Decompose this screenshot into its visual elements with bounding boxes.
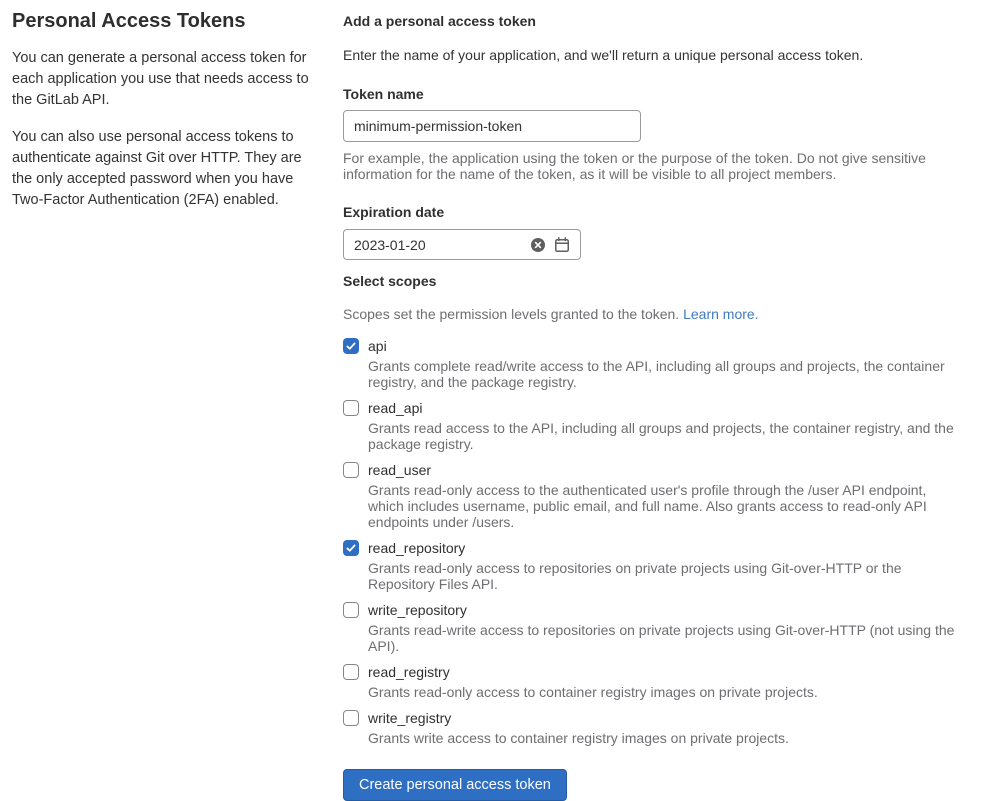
scope-description: Grants read-only access to the authenticated user's profile through the /user API endpoint, which includes username, public email, and full name. Also grants access to read-only API endpoints under /users.: [368, 482, 927, 530]
scopes-list: [343, 336, 963, 746]
scope-description: Grants read-only access to container registry images on private projects.: [368, 684, 818, 700]
expiration-date-input[interactable]: [354, 237, 522, 253]
token-name-help: For example, the application using the token or the purpose of the token. Do not give sensitive information for the name of the token, as it will be visible to all project members.: [343, 150, 926, 182]
scope-row: [343, 398, 963, 452]
scope-text: [368, 398, 956, 452]
scope-description: Grants read-only access to repositories on private projects using Git-over-HTTP or the Repository Files API.: [368, 560, 902, 592]
scope-row: [343, 460, 963, 530]
scope-checkbox[interactable]: [343, 710, 359, 726]
scope-row: [343, 600, 963, 654]
scope-checkbox[interactable]: [343, 602, 359, 618]
scope-label[interactable]: read_user: [368, 462, 432, 478]
token-name-label: Token name: [343, 86, 424, 102]
select-scopes-label: Select scopes: [343, 273, 437, 289]
scope-text: [368, 708, 789, 746]
scope-row: [343, 708, 963, 746]
scope-label[interactable]: read_repository: [368, 540, 466, 556]
settings-section-info: [0, 0, 313, 211]
clear-date-icon[interactable]: [530, 237, 546, 253]
expiration-date-field[interactable]: [343, 229, 581, 260]
learn-more-link[interactable]: Learn more.: [683, 306, 759, 322]
expiration-date-label: Expiration date: [343, 204, 445, 220]
scope-checkbox[interactable]: [343, 400, 359, 416]
token-name-input[interactable]: [343, 110, 641, 142]
scope-label[interactable]: read_registry: [368, 664, 450, 680]
scopes-description-text: Scopes set the permission levels granted to the token.: [343, 306, 680, 322]
scope-label[interactable]: api: [368, 338, 387, 354]
scope-label[interactable]: write_registry: [368, 710, 452, 726]
scope-row: [343, 336, 963, 390]
scope-checkbox[interactable]: [343, 664, 359, 680]
scope-description: Grants read access to the API, including all groups and projects, the container registry, and the package registry.: [368, 420, 954, 452]
scope-text: [368, 336, 956, 390]
create-token-button[interactable]: Create personal access token: [343, 769, 567, 801]
scope-label[interactable]: read_api: [368, 400, 423, 416]
scope-checkbox[interactable]: [343, 540, 359, 556]
form-section-description: Enter the name of your application, and we'll return a unique personal access token.: [343, 47, 864, 63]
page-title: Personal Access Tokens: [12, 10, 246, 32]
scopes-description: [343, 305, 963, 323]
scope-row: [343, 662, 963, 700]
form-section-title: Add a personal access token: [343, 13, 536, 29]
scope-text: [368, 460, 956, 530]
scope-text: [368, 600, 956, 654]
info-paragraph: You can generate a personal access token for each application you use that needs access to the GitLab API.: [12, 50, 309, 108]
scope-label[interactable]: write_repository: [368, 602, 467, 618]
calendar-icon[interactable]: [554, 237, 570, 253]
scope-row: [343, 538, 963, 592]
add-token-form: [343, 0, 963, 801]
scope-description: Grants write access to container registry images on private projects.: [368, 730, 789, 746]
scope-text: [368, 662, 818, 700]
info-paragraph: You can also use personal access tokens to authenticate against Git over HTTP. They are the only accepted password when you have Two-Factor Authentication (2FA) enabled.: [12, 129, 302, 208]
scope-checkbox[interactable]: [343, 462, 359, 478]
scope-text: [368, 538, 956, 592]
scope-description: Grants complete read/write access to the API, including all groups and projects, the container registry, and the package registry.: [368, 358, 945, 390]
scope-description: Grants read-write access to repositories on private projects using Git-over-HTTP (not using the API).: [368, 622, 955, 654]
scope-checkbox[interactable]: [343, 338, 359, 354]
